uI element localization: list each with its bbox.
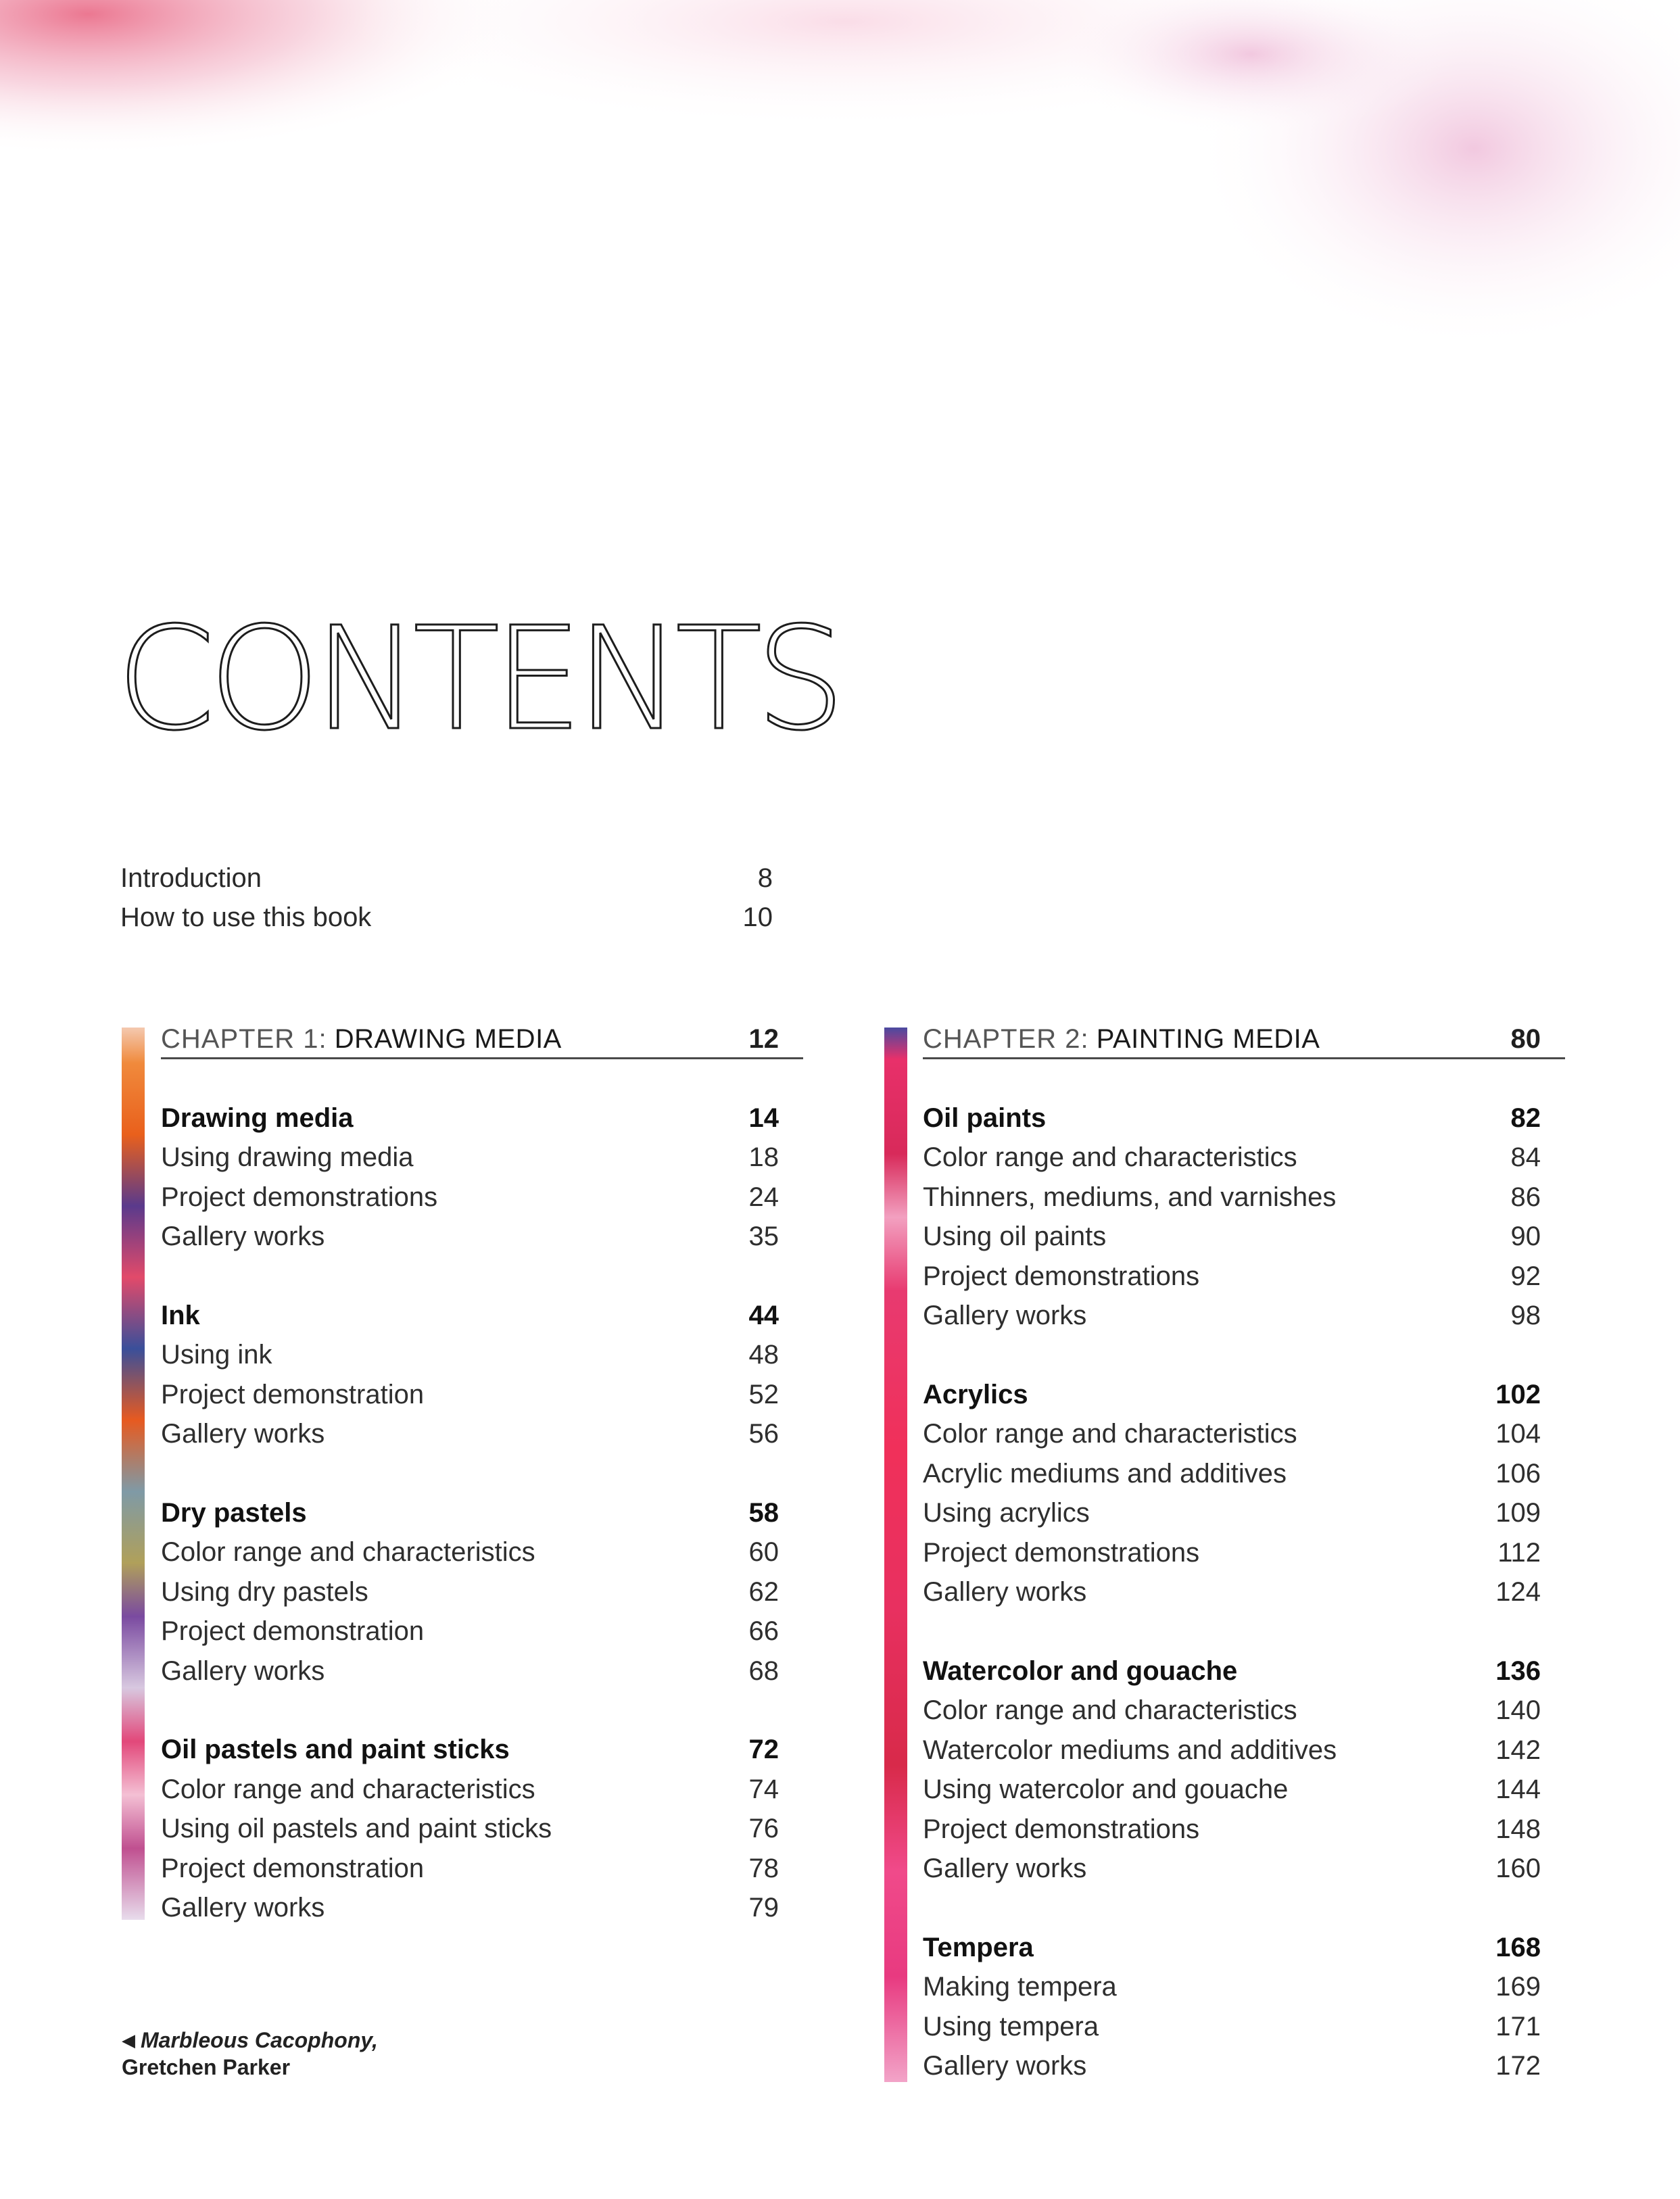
item-title: Using oil paints [923,1222,1107,1252]
toc-item[interactable] [923,1138,1565,1178]
section-page: 82 [1510,1103,1541,1133]
item-title: Color range and characteristics [923,1695,1297,1726]
item-page: 106 [1495,1458,1541,1489]
section-title: Ink [161,1300,200,1330]
item-page: 172 [1495,2051,1541,2081]
toc-section [923,1098,1565,1336]
item-page: 169 [1495,1972,1541,2002]
toc-item[interactable] [161,1889,803,1929]
item-title: Color range and characteristics [161,1774,535,1804]
item-page: 24 [748,1182,779,1212]
item-title: Using dry pastels [161,1576,368,1607]
toc-item[interactable] [923,2007,1565,2047]
toc-item[interactable] [923,1810,1565,1850]
chapter-label: CHAPTER 1: [161,1024,327,1054]
item-title: Project demonstrations [923,1814,1200,1844]
item-page: 109 [1495,1498,1541,1528]
item-page: 56 [748,1419,779,1449]
item-title: Gallery works [923,1854,1087,1884]
item-title: Project demonstrations [923,1261,1200,1291]
item-title: Project demonstration [161,1616,425,1647]
toc-section [161,1493,803,1691]
toc-item[interactable] [923,1968,1565,2008]
toc-item[interactable] [161,1612,803,1652]
toc-section [161,1296,803,1454]
item-page: 78 [748,1853,779,1883]
toc-item[interactable] [923,1178,1565,1217]
caption-artist: Gretchen Parker [122,2055,291,2079]
item-page: 84 [1510,1142,1541,1173]
item-page: 112 [1497,1537,1541,1568]
chapter-2-column [923,1019,1565,2086]
intro-list [120,859,773,937]
watercolor-wash-decoration [0,0,1680,419]
chapter-2-color-strip [884,1028,907,2082]
chapter-heading[interactable] [161,1019,803,1059]
section-title: Oil paints [923,1103,1047,1133]
item-title: Color range and characteristics [923,1142,1297,1173]
section-heading[interactable] [923,1375,1565,1415]
item-title: Project demonstrations [161,1182,438,1212]
toc-item[interactable] [923,1731,1565,1770]
item-title: Using oil pastels and paint sticks [161,1814,552,1844]
section-title: Drawing media [161,1103,354,1133]
toc-item[interactable] [923,1850,1565,1889]
item-title: Making tempera [923,1972,1117,2002]
item-page: 171 [1495,2011,1541,2041]
section-page: 72 [748,1735,779,1765]
chapter-1-column [161,1019,803,1928]
item-page: 98 [1510,1301,1541,1331]
chapter-page: 80 [1510,1024,1541,1054]
item-title: Project demonstration [161,1379,425,1409]
item-title: Project demonstrations [923,1537,1200,1568]
item-page: 142 [1495,1735,1541,1765]
section-page: 102 [1495,1379,1541,1409]
section-heading[interactable] [161,1296,803,1336]
item-page: 144 [1495,1774,1541,1805]
section-page: 136 [1495,1656,1541,1686]
section-title: Dry pastels [161,1497,307,1528]
item-page: 52 [748,1379,779,1409]
intro-row[interactable] [120,859,773,898]
section-heading[interactable] [923,1651,1565,1691]
image-caption [122,2027,378,2081]
section-heading[interactable] [923,1098,1565,1138]
intro-title: Introduction [120,863,262,893]
section-title: Watercolor and gouache [923,1656,1238,1686]
toc-item[interactable] [923,1533,1565,1573]
item-title: Using watercolor and gouache [923,1774,1289,1805]
toc-item[interactable] [923,1770,1565,1810]
toc-item[interactable] [161,1336,803,1376]
toc-item[interactable] [923,1454,1565,1494]
item-title: Using ink [161,1340,272,1370]
toc-section [923,1375,1565,1612]
item-page: 68 [748,1656,779,1686]
toc-item[interactable] [161,1572,803,1612]
toc-section [161,1731,803,1929]
section-title: Oil pastels and paint sticks [161,1735,510,1765]
page-title: CONTENTS [116,596,839,762]
section-page: 44 [748,1300,779,1330]
chapter-name: DRAWING MEDIA [334,1024,562,1054]
toc-item[interactable] [923,1494,1565,1534]
toc-item[interactable] [923,1691,1565,1731]
item-title: Color range and characteristics [923,1419,1297,1449]
triangle-left-icon: ◀ [122,2030,135,2050]
toc-item[interactable] [923,1415,1565,1455]
intro-page: 8 [757,863,773,893]
section-page: 58 [748,1497,779,1528]
chapter-name: PAINTING MEDIA [1096,1024,1320,1054]
section-title: Tempera [923,1932,1034,1962]
intro-row[interactable] [120,898,773,937]
intro-page: 10 [742,902,773,932]
item-title: Using drawing media [161,1142,414,1173]
item-title: Gallery works [923,1301,1087,1331]
item-page: 35 [748,1222,779,1252]
section-title: Acrylics [923,1379,1028,1409]
toc-item[interactable] [923,2047,1565,2087]
item-title: Acrylic mediums and additives [923,1458,1287,1489]
toc-section [161,1098,803,1257]
item-title: Using tempera [923,2011,1099,2041]
section-heading[interactable] [161,1098,803,1138]
toc-item[interactable] [161,1533,803,1573]
item-title: Gallery works [923,2051,1087,2081]
toc-section [923,1651,1565,1889]
section-page: 168 [1495,1932,1541,1962]
toc-item[interactable] [161,1415,803,1455]
toc-item[interactable] [161,1810,803,1850]
item-page: 140 [1495,1695,1541,1726]
section-heading[interactable] [923,1928,1565,1968]
chapter-label: CHAPTER 2: [923,1024,1089,1054]
item-page: 92 [1510,1261,1541,1291]
chapter-page: 12 [748,1024,779,1054]
toc-item[interactable] [161,1849,803,1889]
item-page: 90 [1510,1222,1541,1252]
item-page: 124 [1495,1577,1541,1608]
section-page: 14 [748,1103,779,1133]
item-title: Project demonstration [161,1853,425,1883]
item-title: Gallery works [161,1222,325,1252]
toc-item[interactable] [923,1573,1565,1613]
item-page: 62 [748,1576,779,1607]
item-title: Color range and characteristics [161,1537,535,1568]
toc-item[interactable] [161,1651,803,1691]
toc-section [923,1928,1565,2086]
item-title: Gallery works [161,1656,325,1686]
item-page: 66 [748,1616,779,1647]
chapter-heading[interactable] [923,1019,1565,1059]
item-page: 148 [1495,1814,1541,1844]
toc-item[interactable] [923,1297,1565,1336]
toc-item[interactable] [161,1217,803,1257]
item-title: Gallery works [161,1893,325,1923]
section-heading[interactable] [161,1493,803,1533]
toc-item[interactable] [923,1257,1565,1297]
item-title: Gallery works [923,1577,1087,1608]
item-page: 86 [1510,1182,1541,1212]
chapter-1-color-strip [122,1028,145,1920]
toc-item[interactable] [161,1375,803,1415]
item-title: Gallery works [161,1419,325,1449]
item-title: Watercolor mediums and additives [923,1735,1337,1765]
item-title: Thinners, mediums, and varnishes [923,1182,1337,1212]
caption-artwork: Marbleous Cacophony, [141,2028,378,2052]
item-page: 60 [748,1537,779,1568]
toc-item[interactable] [161,1178,803,1217]
item-page: 48 [748,1340,779,1370]
toc-item[interactable] [923,1217,1565,1257]
item-page: 18 [748,1142,779,1173]
item-page: 76 [748,1814,779,1844]
toc-item[interactable] [161,1138,803,1178]
intro-title: How to use this book [120,902,372,932]
item-page: 104 [1495,1419,1541,1449]
item-page: 160 [1495,1854,1541,1884]
item-title: Using acrylics [923,1498,1090,1528]
section-heading[interactable] [161,1731,803,1770]
item-page: 79 [748,1893,779,1923]
toc-item[interactable] [161,1770,803,1810]
item-page: 74 [748,1774,779,1804]
